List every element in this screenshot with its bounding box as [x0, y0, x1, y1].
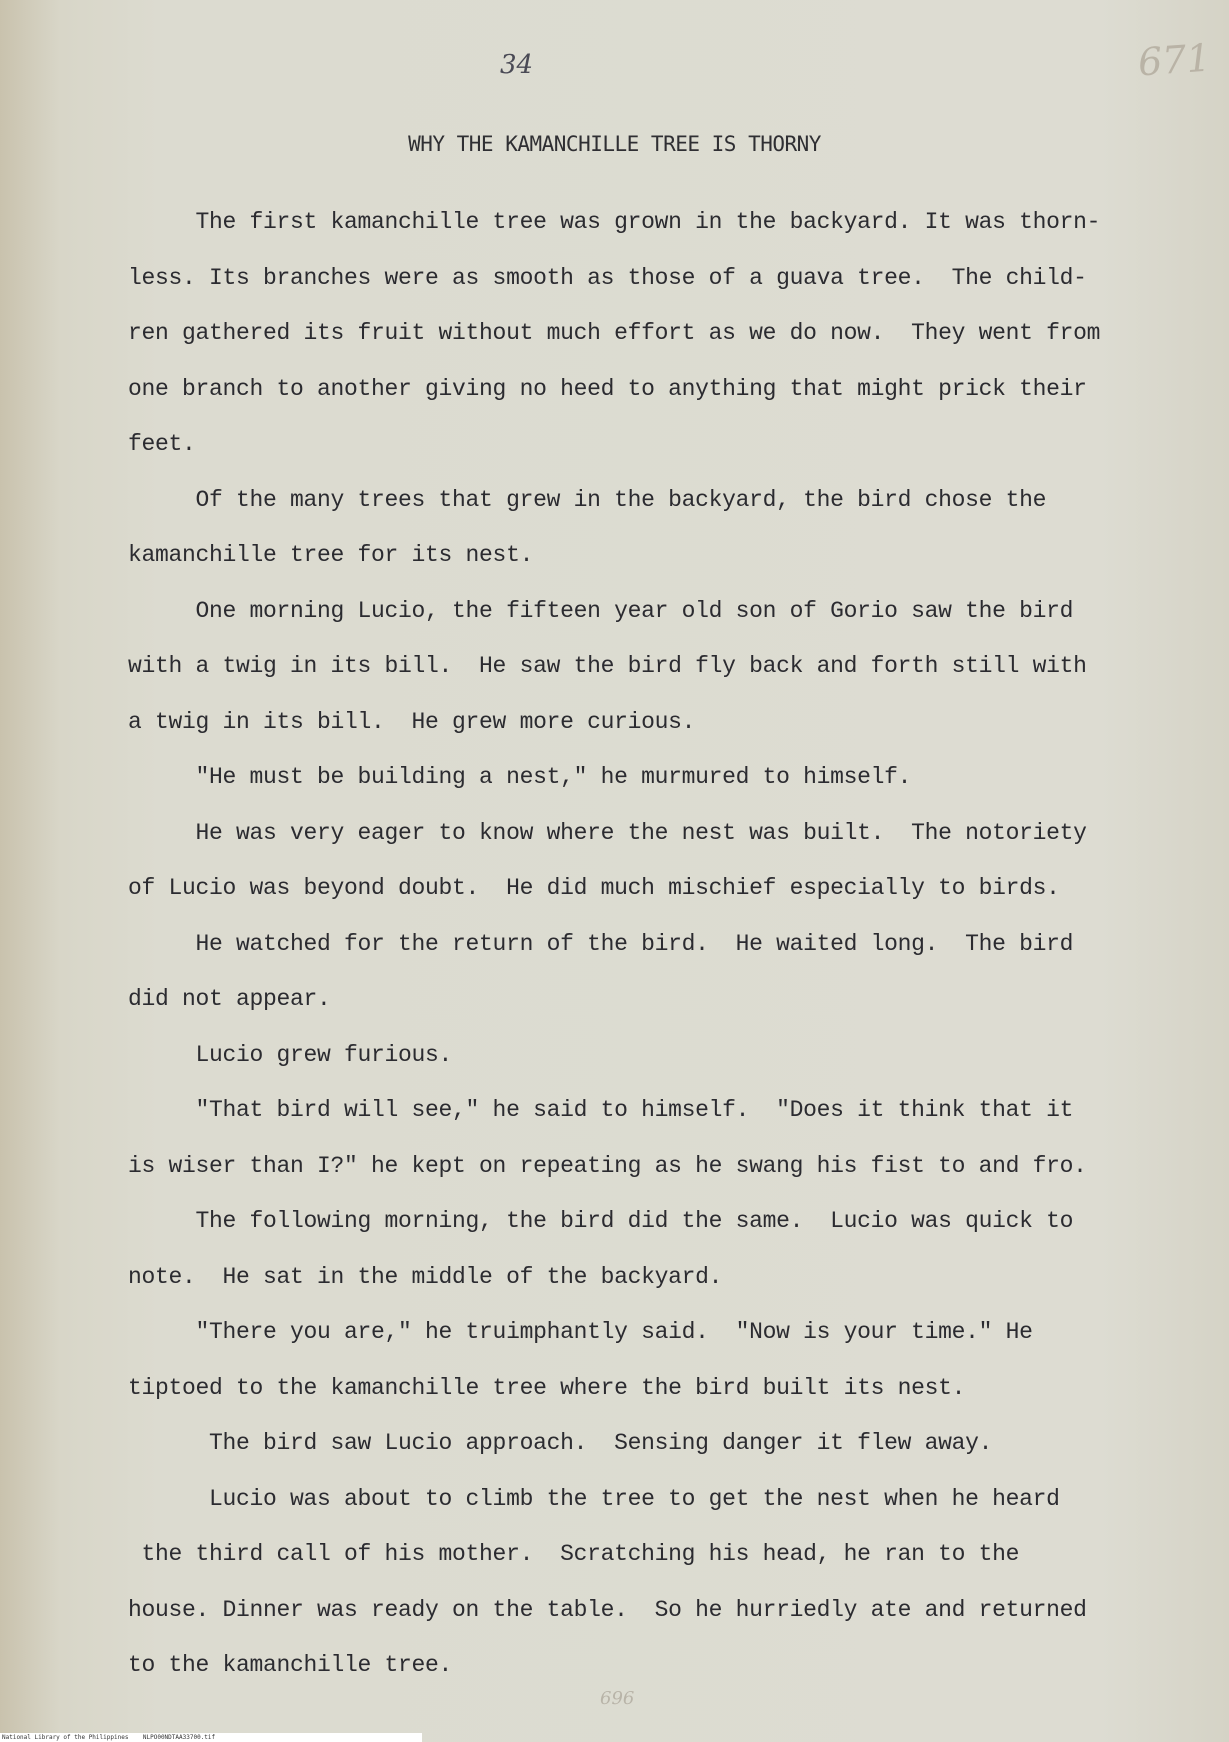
- text-line: feet.: [128, 431, 196, 457]
- text-line: of Lucio was beyond doubt. He did much mischief especially to birds.: [128, 875, 1060, 901]
- text-line: tiptoed to the kamanchille tree where the bird built its nest.: [128, 1374, 966, 1401]
- story-title: WHY THE KAMANCHILLE TREE IS THORNY: [408, 132, 821, 156]
- text-line: The bird saw Lucio approach. Sensing danger it flew away.: [128, 1430, 993, 1456]
- text-line: did not appear.: [128, 986, 331, 1012]
- text-line: one branch to another giving no heed to anything that might prick their: [128, 375, 1087, 402]
- page-number: 34: [500, 50, 534, 80]
- text-line: a twig in its bill. He grew more curious.: [128, 708, 696, 735]
- pencil-mark: 696: [600, 1688, 635, 1709]
- text-line: note. He sat in the middle of the backyard.: [128, 1263, 723, 1290]
- text-line: with a twig in its bill. He saw the bird fly back and forth still with: [128, 653, 1087, 679]
- text-line: kamanchille tree for its nest.: [128, 542, 534, 568]
- text-line: Of the many trees that grew in the backyard, the bird chose the: [128, 486, 1047, 513]
- text-line: He watched for the return of the bird. He waited long. The bird: [128, 930, 1074, 957]
- text-line: He was very eager to know where the nest was built. The notoriety: [128, 819, 1087, 846]
- text-line: Lucio was about to climb the tree to get the nest when he heard: [128, 1485, 1060, 1512]
- text-line: is wiser than I?" he kept on repeating as he swang his fist to and fro.: [128, 1152, 1087, 1179]
- text-line: "He must be building a nest," he murmured to himself.: [128, 764, 912, 790]
- text-line: One morning Lucio, the fifteen year old son of Gorio saw the bird: [128, 597, 1074, 624]
- text-line: house. Dinner was ready on the table. So he hurriedly ate and returned: [128, 1596, 1087, 1623]
- text-line: The first kamanchille tree was grown in the backyard. It was thorn-: [128, 209, 1101, 235]
- text-line: The following morning, the bird did the same. Lucio was quick to: [128, 1208, 1074, 1234]
- text-line: less. Its branches were as smooth as those of a guava tree. The child-: [128, 264, 1087, 291]
- text-line: to the kamanchille tree.: [128, 1652, 453, 1678]
- text-line: Lucio grew furious.: [128, 1041, 453, 1068]
- text-line: ren gathered its fruit without much effort as we do now. They went from: [128, 320, 1101, 346]
- scan-footer: National Library of the Philippines NLPO00NDTAA33700.tif: [0, 1733, 422, 1742]
- text-line: "That bird will see," he said to himself. "Does it think that it: [128, 1097, 1074, 1123]
- text-line: "There you are," he truimphantly said. "Now is your time." He: [128, 1319, 1033, 1345]
- text-line: the third call of his mother. Scratching his head, he ran to the: [128, 1541, 1020, 1567]
- archive-number: 671: [1136, 35, 1212, 85]
- story-body: [128, 195, 1138, 1694]
